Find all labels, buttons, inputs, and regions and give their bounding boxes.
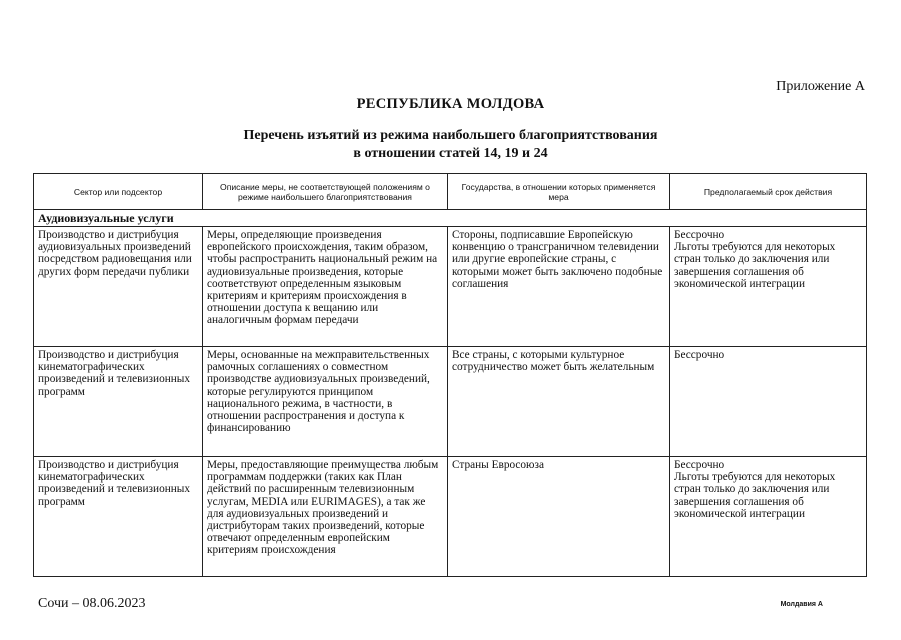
term-cell: [670, 347, 867, 457]
document-title-line-1: Перечень изъятий из режима наибольшего благоприятствования: [243, 128, 658, 143]
term-value: Бессрочно: [674, 349, 725, 361]
term-cell: [670, 227, 867, 347]
term-note: Льготы требуются для некоторых стран только до заключения или завершения соглашения об экономической интеграции: [674, 241, 836, 290]
states-cell: Стороны, подписавшие Европейскую конвенцию о трансграничном телевидении или другие европейские страны, с которыми может быть заключено подобные соглашения: [448, 227, 670, 347]
section-row: [34, 210, 867, 227]
header-term: Предполагаемый срок действия: [670, 174, 867, 210]
section-title: Аудиовизуальные услуги: [34, 210, 867, 227]
header-sector: Сектор или подсектор: [34, 174, 203, 210]
table-row: [34, 457, 867, 577]
header-states: Государства, в отношении которых применяется мера: [448, 174, 670, 210]
term-value: Бессрочно: [674, 229, 725, 241]
states-cell: Все страны, с которыми культурное сотрудничество может быть желательным: [448, 347, 670, 457]
table-header-row: [34, 174, 867, 210]
footer-page-label: Молдавия А: [780, 601, 823, 608]
term-note: Льготы требуются для некоторых стран только до заключения или завершения соглашения об экономической интеграции: [674, 471, 836, 520]
description-cell: Меры, основанные на межправительственных рамочных соглашениях о совместном производстве аудиовизуальных произведений, которые регулируются принципом национального режима, в частности, в отношении распространения и доступа к финансированию: [203, 347, 448, 457]
sector-cell: Производство и дистрибуция аудиовизуальных произведений посредством радиовещания или других форм передачи публики: [34, 227, 203, 347]
footer-location-date: Сочи – 08.06.2023: [38, 596, 146, 611]
document-title-line-2: в отношении статей 14, 19 и 24: [353, 146, 548, 161]
sector-cell: Производство и дистрибуция кинематографических произведений и телевизионных программ: [34, 457, 203, 577]
term-cell: [670, 457, 867, 577]
states-cell: Страны Евросоюза: [448, 457, 670, 577]
term-value: Бессрочно: [674, 459, 725, 471]
description-cell: Меры, определяющие произведения европейского происхождения, таким образом, чтобы распространить национальный режим на аудиовизуальные произведения, которые соответствуют определенным языковым критериям и критериям происхождения в отношении доступа к вещанию или аналогичным формам передачи: [203, 227, 448, 347]
sector-cell: Производство и дистрибуция кинематографических произведений и телевизионных программ: [34, 347, 203, 457]
table-row: [34, 347, 867, 457]
description-cell: Меры, предоставляющие преимущества любым программам поддержки (таких как План действий по расширенным телевизионным услугам, MEDIA или EURIMAGES), а так же для аудиовизуальных произведений и дистрибуторам таких произведений, которые отвечают определенным европейским критериям происхождения: [203, 457, 448, 577]
document-title: [0, 127, 901, 163]
annex-label: Приложение А: [776, 79, 865, 94]
country-title: РЕСПУБЛИКА МОЛДОВА: [356, 96, 545, 112]
exemptions-table: [33, 173, 867, 577]
header-description: Описание меры, не соответствующей положениям о режиме наибольшего благоприятствования: [203, 174, 448, 210]
table-row: [34, 227, 867, 347]
